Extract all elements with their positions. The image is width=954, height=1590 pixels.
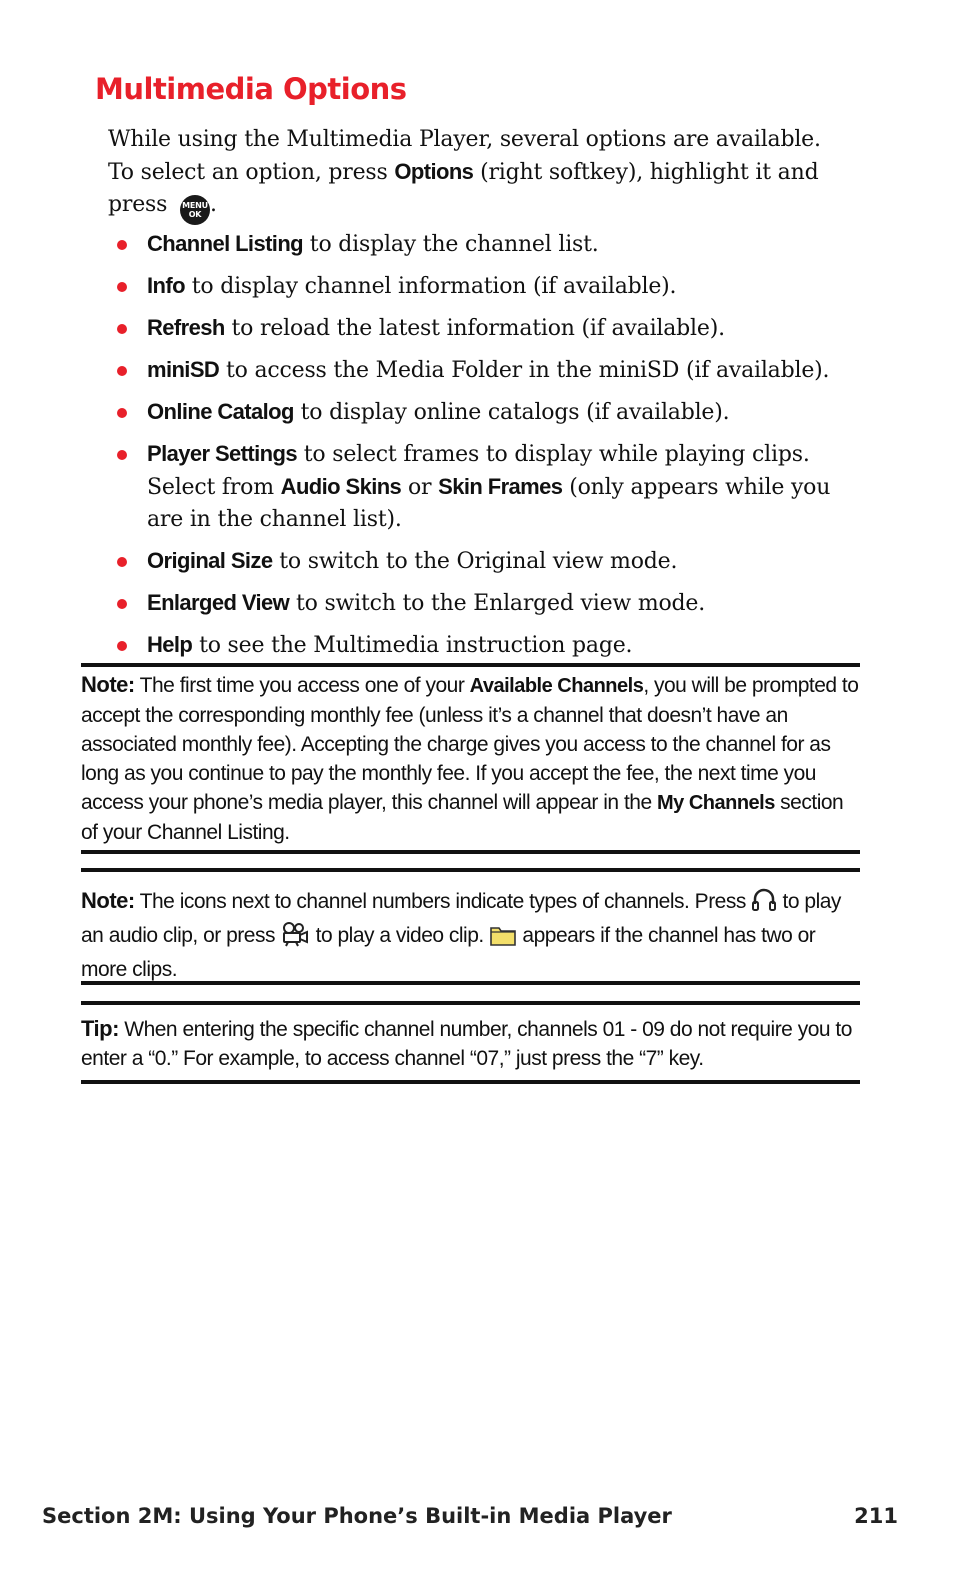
tip-box	[81, 1014, 860, 1073]
note-text: to play an audio clip, or press	[81, 890, 841, 947]
bullet-icon	[117, 282, 127, 292]
note-term: My Channels	[656, 792, 775, 814]
divider	[81, 663, 860, 667]
option-description: to display channel information (if available).	[184, 274, 677, 299]
list-item	[108, 438, 868, 536]
page-number: 211	[854, 1504, 898, 1528]
bullet-icon	[117, 240, 127, 250]
headphones-icon	[751, 887, 777, 921]
note-box-fees	[81, 670, 860, 847]
intro-line-1: While using the Multimedia Player, several options are available.	[108, 127, 821, 152]
note-text: The first time you access one of your	[134, 674, 470, 697]
option-term: miniSD	[147, 357, 220, 382]
list-item	[108, 629, 868, 662]
divider	[81, 1001, 860, 1005]
option-term: Enlarged View	[147, 590, 290, 615]
list-item	[108, 312, 868, 345]
bullet-icon	[117, 408, 127, 418]
note-text: The icons next to channel numbers indicate types of channels. Press	[134, 890, 752, 913]
note-term: Available Channels	[469, 675, 644, 697]
page-title: Multimedia Options	[95, 72, 407, 106]
note-text: , you will be prompted to accept the corresponding monthly fee (unless it’s a channel that doesn’t have an associated monthly fee). Accepting the charge gives you access to the channel for as long as you continue to pay the monthly fee. If you accept the fee, the next time you access your phone’s media player, this channel will appear in the	[81, 674, 859, 814]
note-text: to play a video clip.	[310, 924, 490, 947]
option-term: Channel Listing	[147, 231, 304, 256]
bullet-icon	[117, 641, 127, 651]
intro-text: (right softkey), highlight it and	[473, 160, 819, 185]
list-item	[108, 545, 868, 578]
option-term: Original Size	[147, 548, 273, 573]
intro-text: press	[108, 192, 174, 217]
section-title: Section 2M: Using Your Phone’s Built-in Media Player	[42, 1504, 672, 1528]
list-item	[108, 354, 868, 387]
bullet-icon	[117, 557, 127, 567]
list-item	[108, 270, 868, 303]
option-term: Online Catalog	[147, 399, 294, 424]
ok-key-label: OK	[188, 210, 202, 219]
option-description: to see the Multimedia instruction page.	[192, 633, 633, 658]
divider	[81, 850, 860, 854]
option-description: to display online catalogs (if available).	[293, 400, 730, 425]
page-footer	[42, 1504, 898, 1528]
note-text: section of your Channel Listing.	[81, 791, 844, 844]
option-term: Audio Skins	[280, 474, 402, 499]
divider	[81, 868, 860, 872]
bullet-icon	[117, 450, 127, 460]
options-list	[108, 228, 868, 671]
option-description: to switch to the Original view mode.	[272, 549, 678, 574]
divider	[81, 981, 860, 985]
option-description: to reload the latest information (if available).	[224, 316, 725, 341]
menu-ok-key-icon	[180, 195, 210, 225]
option-term: Skin Frames	[438, 474, 563, 499]
menu-key-label: MENU	[182, 201, 208, 210]
bullet-icon	[117, 599, 127, 609]
tip-text: When entering the specific channel number, channels 01 - 09 do not require you to enter a “0.” For example, to access channel “07,” just press the “7” key.	[81, 1018, 852, 1070]
option-term: Player Settings	[147, 441, 297, 466]
video-camera-icon	[280, 921, 310, 955]
bullet-icon	[117, 324, 127, 334]
option-description: to access the Media Folder in the miniSD (if available).	[219, 358, 830, 383]
note-label: Note:	[81, 888, 135, 913]
option-description: (only appears while you are in the channel list).	[147, 475, 831, 532]
list-item	[108, 228, 868, 261]
option-description: to display the channel list.	[303, 232, 599, 257]
intro-paragraph	[108, 124, 868, 225]
tip-label: Tip:	[81, 1016, 119, 1041]
divider	[81, 1080, 860, 1084]
option-term: Info	[147, 273, 185, 298]
option-description: to switch to the Enlarged view mode.	[289, 591, 706, 616]
option-term: Refresh	[147, 315, 225, 340]
list-item	[108, 396, 868, 429]
intro-text: .	[210, 192, 217, 217]
note-box-icons	[81, 886, 860, 984]
option-description: or	[401, 475, 439, 500]
note-text: appears if the channel has two or more clips.	[81, 924, 816, 981]
list-item	[108, 587, 868, 620]
intro-text: To select an option, press	[108, 160, 395, 185]
option-term: Help	[147, 632, 193, 657]
bullet-icon	[117, 366, 127, 376]
note-label: Note:	[81, 672, 135, 697]
folder-icon	[489, 923, 517, 955]
option-description: to select frames to display while playing clips. Select from	[147, 442, 810, 500]
options-softkey-label: Options	[394, 159, 474, 184]
